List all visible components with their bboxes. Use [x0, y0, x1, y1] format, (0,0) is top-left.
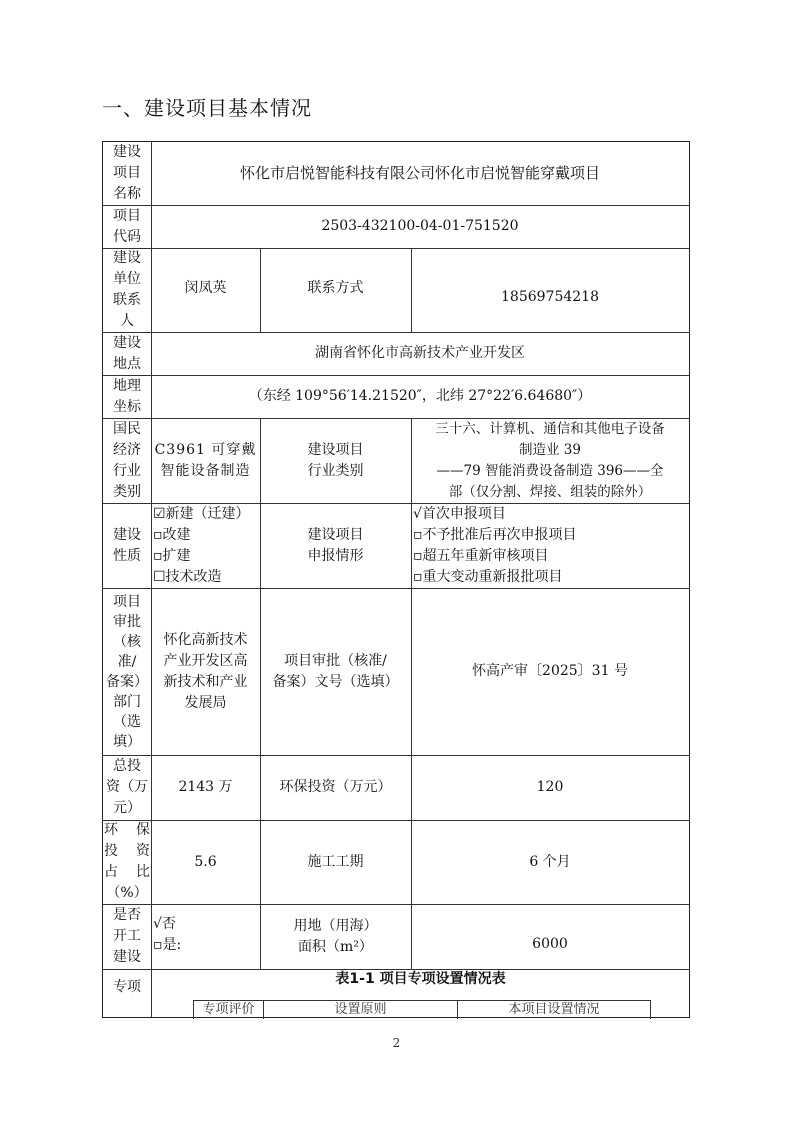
- approval-doc-label: [260, 588, 411, 755]
- industry-code-line: 智能设备制造: [160, 462, 251, 479]
- label-line: 项目审批（核准/: [284, 652, 387, 669]
- category-line: 部（仅分割、焊接、组装的除外）: [448, 483, 652, 500]
- dept-line: 怀化高新技术: [163, 631, 248, 648]
- label-line: （核: [113, 633, 141, 650]
- label-special: 专项: [113, 979, 141, 995]
- approval-dept-value: [151, 588, 260, 755]
- label-line: 资（万: [106, 779, 148, 795]
- label-line: 是否: [113, 907, 141, 923]
- label-line: 建设项目: [307, 441, 364, 458]
- label-line: 总投: [113, 758, 141, 774]
- industry-category-label: [260, 418, 411, 503]
- checkbox-refile-after-rejection[interactable]: ▫不予批准后再次申报项目: [413, 527, 577, 543]
- project-name-value: 怀化市启悦智能科技有限公司怀化市启悦智能穿戴项目: [239, 164, 600, 182]
- label-line: [104, 883, 150, 904]
- label-line: 备案）: [106, 673, 148, 690]
- checkbox-tech-upgrade[interactable]: ☐技术改造: [153, 569, 222, 585]
- checkbox-new-build[interactable]: ☑新建（迁建）: [153, 506, 250, 522]
- label-line: 准/: [117, 653, 137, 670]
- dept-line: 新技术和产业: [163, 673, 248, 690]
- land-area-value: 6000: [532, 936, 568, 952]
- category-line: 制造业 39: [519, 441, 581, 458]
- label-line: 备案）文号（选填）: [272, 673, 399, 690]
- filing-situation-label: [260, 503, 411, 588]
- label-line: 元）: [113, 800, 141, 816]
- env-investment-label: 环保投资（万元）: [279, 779, 392, 795]
- checkbox-rebuild[interactable]: ▫改建: [153, 527, 191, 543]
- label-project-name: [103, 142, 151, 205]
- col-header-setting-principle: 设置原则: [264, 1001, 458, 1019]
- label-approval-dept: [103, 588, 151, 755]
- label-line: 部门: [113, 693, 141, 710]
- label-construction-nature: [103, 503, 151, 588]
- label-line: 地点: [113, 355, 141, 372]
- label-line: 行业类别: [307, 462, 364, 479]
- contact-person-value: 闵凤英: [184, 280, 227, 296]
- label-line: 地理: [113, 377, 141, 394]
- industry-code-value: [151, 418, 260, 503]
- label-char: 比: [136, 864, 150, 880]
- page-number: 2: [392, 1036, 401, 1050]
- label-location: [103, 332, 151, 375]
- contact-phone-value: 18569754218: [501, 288, 599, 305]
- checkbox-first-filing[interactable]: √首次申报项目: [413, 506, 506, 522]
- industry-code-line: C3961 可穿戴: [154, 441, 257, 458]
- label-char: 资: [136, 843, 150, 859]
- label-line: 申报情形: [307, 547, 364, 564]
- construction-nature-options: [151, 503, 260, 588]
- industry-category-value: [411, 418, 689, 503]
- label-line: 国民: [113, 420, 141, 437]
- label-env-ratio: [103, 820, 151, 904]
- label-coordinates: [103, 375, 151, 418]
- special-table-title: 表1-1 项目专项设置情况表: [335, 971, 506, 987]
- label-char: （%）: [106, 885, 148, 901]
- label-line: 项目: [113, 593, 141, 610]
- checkbox-major-change-refile[interactable]: ▫重大变动重新报批项目: [413, 569, 563, 585]
- label-line: [104, 841, 150, 862]
- total-investment-value: 2143 万: [178, 779, 233, 795]
- construction-period-value: 6 个月: [529, 853, 571, 870]
- label-project-code: [103, 205, 151, 248]
- label-line: 面积（m²）: [298, 938, 373, 955]
- env-investment-value: 120: [536, 779, 564, 795]
- location-value: 湖南省怀化市高新技术产业开发区: [315, 345, 525, 361]
- label-line: 名称: [113, 186, 141, 202]
- label-line: 建设: [113, 949, 141, 965]
- label-line: [104, 862, 150, 883]
- checkbox-started[interactable]: ▫是:: [153, 937, 182, 953]
- checkbox-expand[interactable]: ▫扩建: [153, 548, 191, 564]
- label-line: 建设: [113, 250, 141, 266]
- contact-method-label: 联系方式: [307, 280, 364, 296]
- label-line: 经济: [113, 441, 141, 458]
- started-options: [151, 904, 260, 969]
- label-line: 人: [120, 313, 134, 329]
- label-line: 建设: [113, 144, 141, 160]
- label-line: 填）: [113, 733, 141, 750]
- label-char: 保: [136, 822, 150, 838]
- col-header-project-setting: 本项目设置情况: [508, 1002, 600, 1017]
- dept-line: 发展局: [184, 694, 227, 711]
- label-contact-person: [103, 248, 151, 332]
- label-line: 建设: [113, 526, 141, 543]
- label-line: 代码: [113, 228, 141, 245]
- label-started: [103, 904, 151, 969]
- label-line: 行业: [113, 462, 141, 479]
- label-char: 环: [104, 822, 118, 838]
- section-heading: 一、建设项目基本情况: [102, 96, 312, 120]
- checkbox-reexamine-over-five-years[interactable]: ▫超五年重新审核项目: [413, 548, 549, 564]
- label-line: 类别: [113, 483, 141, 500]
- checkbox-not-started[interactable]: √否: [153, 916, 176, 932]
- label-line: 项目: [113, 165, 141, 181]
- dept-line: 产业开发区高: [163, 652, 248, 669]
- label-char: 投: [104, 843, 118, 859]
- special-settings-table: [193, 1000, 651, 1019]
- label-line: 建设: [113, 334, 141, 351]
- label-line: 坐标: [113, 398, 141, 415]
- coordinates-value: （东经 109°56′14.21520″，北纬 27°22′6.64680″）: [248, 388, 592, 404]
- label-line: 项目: [113, 207, 141, 224]
- label-line: 建设项目: [307, 526, 364, 543]
- label-line: 联系: [113, 292, 141, 308]
- category-line: 三十六、计算机、通信和其他电子设备: [435, 420, 665, 437]
- approval-doc-number: 怀高产审〔2025〕31 号: [472, 663, 628, 679]
- label-total-investment: [103, 755, 151, 820]
- label-line: 性质: [113, 547, 141, 564]
- project-code-value: 2503-432100-04-01-751520: [321, 218, 519, 234]
- project-info-table: [102, 141, 690, 1018]
- construction-period-label: 施工工期: [307, 853, 364, 870]
- label-line: 开工: [113, 928, 141, 944]
- category-line: ——79 智能消费设备制造 396——全: [436, 462, 664, 479]
- label-line: 单位: [113, 271, 141, 287]
- col-header-special-eval: 专项评价: [194, 1001, 264, 1019]
- label-char: 占: [104, 864, 118, 880]
- label-line: [104, 820, 150, 841]
- label-line: 审批: [113, 613, 141, 630]
- env-ratio-value: 5.6: [194, 853, 217, 870]
- filing-situation-options: [411, 503, 689, 588]
- label-line: （选: [113, 713, 141, 730]
- label-line: 用地（用海）: [293, 917, 378, 934]
- label-industry: [103, 418, 151, 503]
- land-area-label: [260, 904, 411, 969]
